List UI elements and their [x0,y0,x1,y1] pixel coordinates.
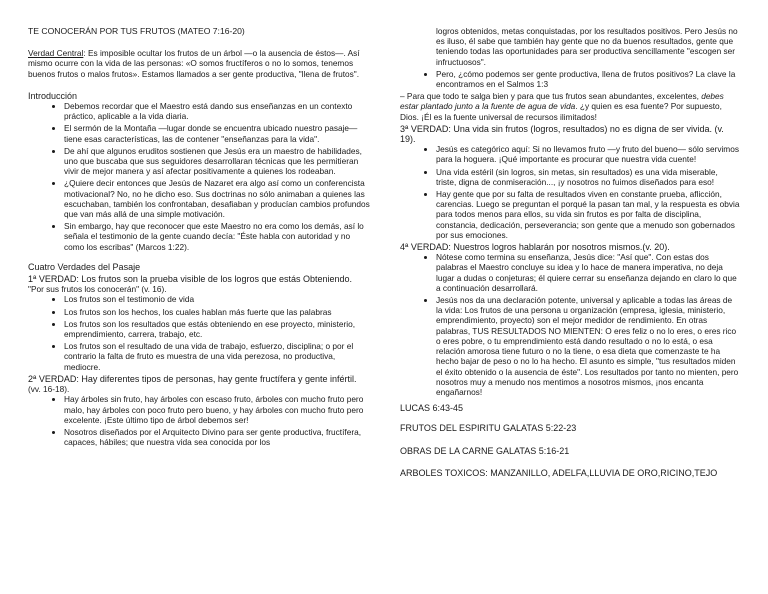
intro-item: • De ahí que algunos eruditos sostienen que Jesús era un maestro de habilidades, uno que buscaba que sus seguidores desarrollaran técnicas que les permitieran vivir de mejor manera y así afectar positivamente a quienes los rodeaban. [64,146,370,177]
truth-2-item: • Hay árboles sin fruto, hay árboles con escaso fruto, árboles con mucho fruto pero malo, hay árboles con poco fruto pero bueno, y hay árboles con mucho fruto pero excelente. ¡Este último tipo de árbol debemos ser! [64,394,370,425]
toxic-trees-text: ARBOLES TOXICOS: MANZANILLO, ADELFA,LLUVIA DE ORO,RICINO,TEJO [400,467,718,478]
truth-4-item: • Nótese como termina su enseñanza, Jesús dice: "Así que". Con estas dos palabras el Maestro concluye su idea y lo hace de manera imperativa, no deja lugar a dudas o conjeturas; él quiere cerrar su enseñanza dejando en claro lo que a continuación desarrollará. [436,252,740,293]
psalm-pre: – Para que todo te salga bien y para que tus frutos sean abundantes, excelentes, [400,91,702,102]
truth-1-item: • Los frutos son el resultado de una vida de trabajo, esfuerzo, disciplina; o por el contrario la falta de fruto es muestra de una vida perezosa, no productiva, mediocre. [64,341,370,372]
intro-list [28,101,370,252]
truth-3-item: • Una vida estéril (sin logros, sin metas, sin resultados) es una vida miserable, triste, digna de conmiseración..., ¡y nosotros no fuimos diseñados para eso! [436,167,740,187]
truth-1-reference: "Por sus frutos los conocerán" (v. 16). [28,284,167,295]
lucas-reference: LUCAS 6:43-45 [400,403,464,414]
four-truths-heading: Cuatro Verdades del Pasaje [28,261,141,272]
intro-item: • Debemos recordar que el Maestro está dando sus enseñanzas en un contexto práctico, aplicable a la vida diaria. [64,101,370,121]
right-column [400,26,740,478]
truth-4-list [400,252,740,397]
truth-1-item: • Los frutos son los hechos, los cuales hablan más fuerte que las palabras [64,307,370,317]
truth-4-item: • Jesús nos da una declaración potente, universal y aplicable a todas las áreas de la vida: Los frutos de una persona u organización (empresa, iglesia, ministerio, emprendimiento, proyecto) son el mejor medidor de rendimiento. En otras palabras, TUS RESULTADOS NO MIENTEN: O eres feliz o no lo eres, o eres rico o eres pobre, o tu emprendimiento está dando resultado o no lo está, o esa relación amorosa tiene futuro o no la tiene, o esa dieta que comenzaste te ha hecho bajar de peso o no lo ha hecho. El asunto es simple, "tus resultados miden el éxito obtenido o la ausencia de éste". Los resultados por tanto no mienten, pero nosotros muy a menudo nos mentimos a nosotros mismos, ¡nos encanta engañarnos! [436,295,740,397]
truth-3-heading: 3ª VERDAD: Una vida sin frutos (logros, resultados) no es digna de ser vivida. (v. 19). [400,123,724,145]
truth-2-reference: (vv. 16-18). [28,384,70,395]
psalm-italic: debes estar plantado junto a la fuente de agua de vida [400,91,724,112]
continuation-text: logros obtenidos, metas conquistadas, por los resultados positivos. Pero Jesús no es iluso, él sabe que también hay gente que no da buenos resultados, gente que teniendo todas las oportunidades para ser productiva sencillamente "escogen ser infructuosos". [436,26,738,67]
left-column [28,26,370,449]
truth-2-list [28,394,370,447]
intro-item: • El sermón de la Montaña —lugar donde se encuentra ubicado nuestro pasaje— tiene esas características, las de contener "enseñanzas para la vida". [64,123,370,143]
truth-3-list [400,144,740,240]
truth-3-item: • Hay gente que por su falta de resultados viven en constante prueba, aflicción, carencias. Luego se preguntan el porqué la pasan tan mal, y la respuesta es obvia para todos menos para ellos, su vida sin frutos es por falta de disciplina, constancia, dedicación, perseverancia; son gente que a menudo son gobernados por sus emociones. [436,189,740,240]
truth-2-item: • Nosotros diseñados por el Arquitecto Divino para ser gente productiva, fructífera, capaces, hábiles; que nuestra vida sea conocida por los [64,427,370,447]
continuation-list [400,26,740,67]
truth-4-heading: 4ª VERDAD: Nuestros logros hablarán por nosotros mismos.(v. 20). [400,242,670,253]
truth-1-heading: 1ª VERDAD: Los frutos son la prueba visible de los logros que estás Obteniendo. [28,274,353,285]
truth-1-list [28,294,370,371]
psalm-paragraph [400,91,740,122]
intro-heading: Introducción [28,90,78,101]
intro-item: • ¿Quiere decir entonces que Jesús de Nazaret era algo así como un conferencista motivacional? No, no he dicho eso. Sus doctrinas no sólo animaban a quienes las escuchaban, también los confrontaban, desafiaban y producían cambios profundos que van más allá de una simple motivación. [64,178,370,219]
continuation-bullets [400,69,740,89]
central-truth-text: : Es imposible ocultar los frutos de un árbol —o la ausencia de éstos—. Así mismo ocurre con la vida de las personas: «O somos fructíferos o no lo somos, tenemos buenos frutos o malos frutos». Estamos llamados a ser gente productiva, "llena de frutos". [28,48,360,79]
truth-1-item: • Los frutos son los resultados que estás obteniendo en ese proyecto, ministerio, emprendimiento, carrera, trabajo, etc. [64,319,370,339]
flesh-works-reference: OBRAS DE LA CARNE GALATAS 5:16-21 [400,445,570,456]
central-truth-label: Verdad Central [28,48,84,59]
truth-3-item: • Jesús es categórico aquí: Si no llevamos fruto —y fruto del bueno— sólo servimos para la hoguera. ¡Qué importante es procurar que nuestra vida cuente! [436,144,740,164]
truth-2-heading: 2ª VERDAD: Hay diferentes tipos de personas, hay gente fructífera y gente infértil. [28,373,357,384]
document-title: TE CONOCERÁN POR TUS FRUTOS (MATEO 7:16-20) [28,26,245,36]
continuation-item: • Pero, ¿cómo podemos ser gente productiva, llena de frutos positivos? La clave la encontramos en el Salmos 1:3 [436,69,740,89]
central-truth [28,48,370,79]
psalm-post: . ¿y quien es esa fuente? Por supuesto, Dios. ¡Él es la fuente universal de recursos ilimitados! [400,101,722,122]
spirit-fruits-reference: FRUTOS DEL ESPIRITU GALATAS 5:22-23 [400,423,577,434]
intro-item: • Sin embargo, hay que reconocer que este Maestro no era como los demás, así lo señala el testimonio de la gente cuando decía: "Éste habla con autoridad y no como los escribas" (Marcos 1:22). [64,221,370,252]
truth-1-item: • Los frutos son el testimonio de vida [64,294,370,304]
